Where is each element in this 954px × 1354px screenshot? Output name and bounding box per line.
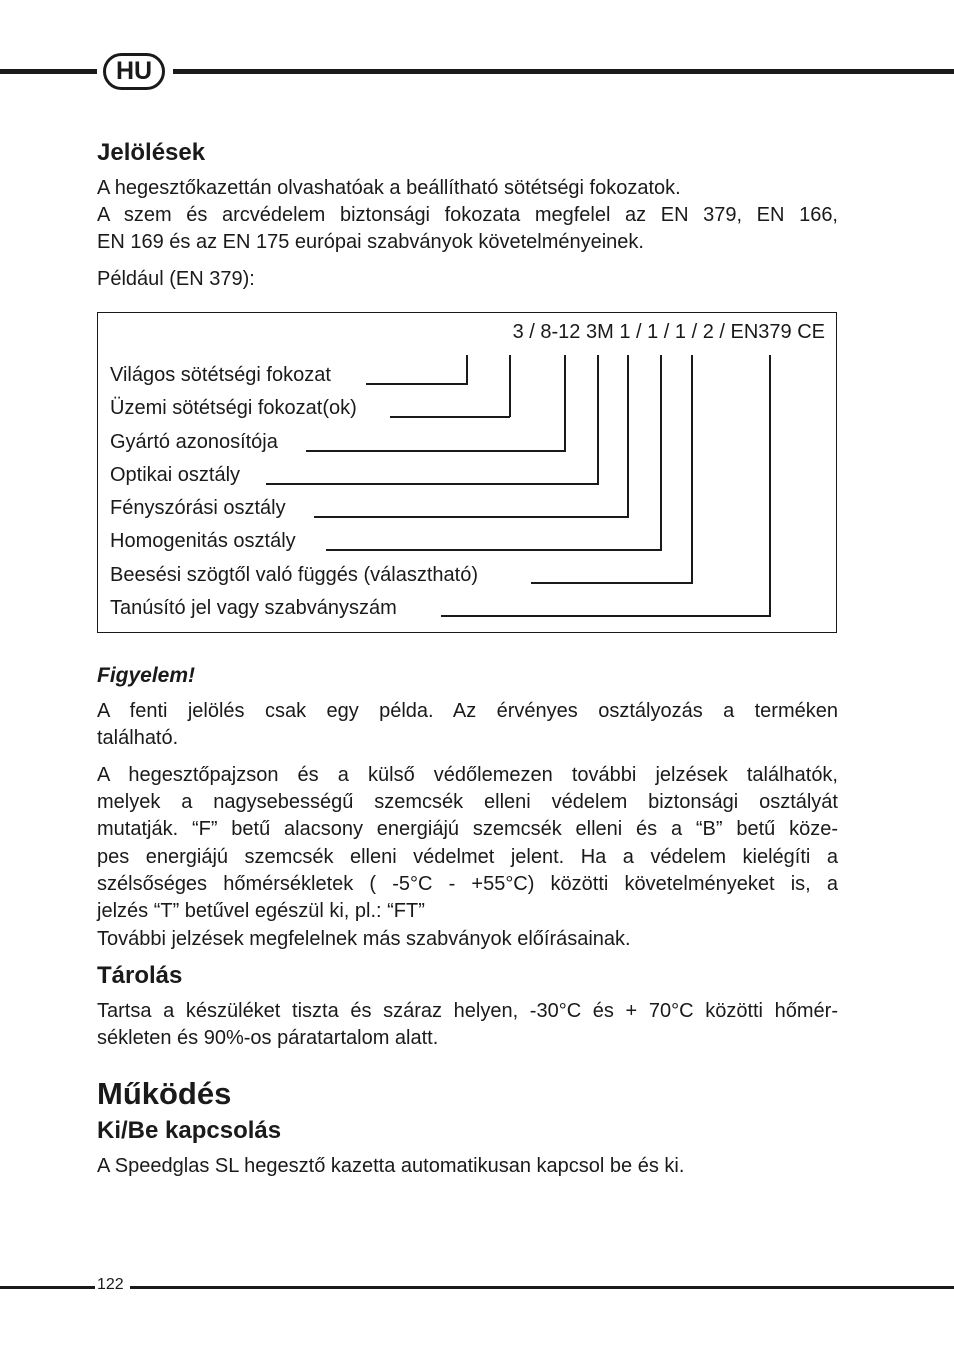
- attention-p2-line-4: pes energiájú szemcsék elleni védelmet jelent. Ha a védelem kielégíti a: [97, 846, 838, 868]
- marking-line-2: A szem és arcvédelem biztonsági fokozata megfelel az EN 379, EN 166,: [97, 204, 838, 226]
- storage-line-1: Tartsa a készüléket tiszta és száraz helyen, -30°C és + 70°C közötti hőmér-: [97, 1000, 838, 1022]
- diagram-label-dark-shade: Üzemi sötétségi fokozat(ok): [110, 397, 357, 419]
- attention-p2-line-3: mutatják. “F” betű alacsony energiájú szemcsék elleni és a “B” betű köze-: [97, 818, 838, 840]
- marking-line-3: EN 169 és az EN 175 európai szabványok követelményeinek.: [97, 231, 644, 253]
- attention-p2-line-7: További jelzések megfelelnek más szabványok előírásainak.: [97, 928, 631, 950]
- leader-h-8: [441, 615, 771, 617]
- leader-v-3: [564, 355, 566, 451]
- leader-h-5: [314, 516, 629, 518]
- attention-p1-line-2: található.: [97, 727, 179, 749]
- leader-h-6: [326, 549, 662, 551]
- leader-v-1: [466, 355, 468, 384]
- attention-p2-line-5: szélsőséges hőmérsékletek ( -5°C - +55°C) közötti követelményeket is, a: [97, 873, 838, 895]
- footer-rule-right: [130, 1286, 954, 1289]
- diagram-label-angle-dependence: Beesési szögtől való függés (választható): [110, 564, 478, 586]
- page-number: 122: [97, 1276, 124, 1293]
- operation-subheading: Ki/Be kapcsolás: [97, 1117, 282, 1144]
- leader-v-5: [627, 355, 629, 517]
- language-badge: HU: [103, 53, 165, 90]
- leader-v-8: [769, 355, 771, 616]
- diagram-label-homogeneity-class: Homogenitás osztály: [110, 530, 296, 552]
- diagram-label-diffusion-class: Fényszórási osztály: [110, 497, 286, 519]
- attention-p2-line-6: jelzés “T” betűvel egészül ki, pl.: “FT”: [97, 900, 425, 922]
- diagram-label-certification: Tanúsító jel vagy szabványszám: [110, 597, 397, 619]
- attention-p2-line-1: A hegesztőpajzson és a külső védőlemezen további jelzések találhatók,: [97, 764, 838, 786]
- header-rule-right: [173, 69, 954, 74]
- attention-p1-line-1: A fenti jelölés csak egy példa. Az érvényes osztályozás a terméken: [97, 700, 838, 722]
- leader-h-2: [390, 416, 510, 418]
- operation-text: A Speedglas SL hegesztő kazetta automatikusan kapcsol be és ki.: [97, 1155, 685, 1177]
- leader-v-4: [597, 355, 599, 484]
- leader-h-7: [531, 582, 693, 584]
- marking-code: 3 / 8-12 3M 1 / 1 / 1 / 2 / EN379 CE: [512, 321, 825, 343]
- marking-heading: Jelölések: [97, 139, 206, 166]
- storage-line-2: sékleten és 90%-os páratartalom alatt.: [97, 1027, 439, 1049]
- example-label: Például (EN 379):: [97, 268, 255, 290]
- header-rule-left: [0, 69, 97, 74]
- leader-v-2: [509, 355, 511, 417]
- leader-h-3: [306, 450, 566, 452]
- marking-diagram: [97, 312, 837, 633]
- storage-heading: Tárolás: [97, 962, 183, 989]
- marking-line-1: A hegesztőkazettán olvashatóak a beállítható sötétségi fokozatok.: [97, 177, 681, 199]
- leader-h-1: [366, 383, 468, 385]
- leader-v-6: [660, 355, 662, 550]
- attention-p2-line-2: melyek a nagysebességű szemcsék elleni védelem biztonsági osztályát: [97, 791, 838, 813]
- attention-heading: Figyelem!: [97, 664, 196, 687]
- diagram-label-manufacturer: Gyártó azonosítója: [110, 431, 278, 453]
- leader-v-7: [691, 355, 693, 583]
- footer-rule-left: [0, 1286, 95, 1289]
- operation-heading: Működés: [97, 1076, 232, 1111]
- diagram-label-optical-class: Optikai osztály: [110, 464, 241, 486]
- diagram-label-light-shade: Világos sötétségi fokozat: [110, 364, 331, 386]
- leader-h-4: [266, 483, 599, 485]
